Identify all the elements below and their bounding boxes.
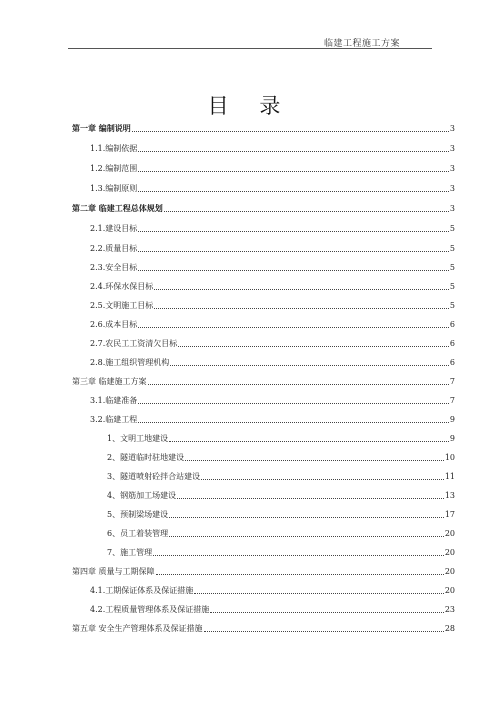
toc-entry-label: 2.2.质量目标 [90, 244, 138, 253]
toc-entry-page: 6 [449, 339, 455, 348]
toc-entry-label: 4、钢筋加工场建设 [107, 491, 177, 500]
toc-leader-dots [156, 574, 444, 575]
toc-entry-label: 2.3.安全目标 [90, 263, 138, 272]
toc-entry-label: 1.2.编制范围 [90, 164, 138, 173]
toc-entry-page: 3 [449, 164, 455, 173]
toc-leader-dots [154, 289, 449, 290]
toc-entry-section[interactable] [90, 259, 455, 273]
toc-entry-section[interactable] [90, 240, 455, 254]
toc-entry-section[interactable] [90, 392, 455, 406]
toc-entry-page: 5 [449, 244, 455, 253]
toc-entry-label: 第四章 质量与工期保障 [72, 567, 155, 576]
toc-entry-label: 2.1.建设目标 [90, 224, 138, 233]
toc-leader-dots [138, 327, 449, 328]
toc-entry-page: 20 [444, 548, 455, 557]
toc-leader-dots [169, 441, 449, 442]
toc-leader-dots [138, 251, 449, 252]
toc-entry-label: 2.4.环保水保目标 [90, 282, 154, 291]
toc-leader-dots [138, 422, 449, 423]
toc-entry-label: 1.1.编制依据 [90, 144, 138, 153]
toc-entry-section[interactable] [90, 160, 455, 174]
toc-entry-page: 7 [449, 396, 455, 405]
toc-entry-page: 20 [444, 586, 455, 595]
toc-entry-subsection[interactable] [107, 525, 455, 539]
toc-entry-page: 3 [449, 204, 455, 213]
toc-entry-page: 10 [444, 453, 455, 462]
toc-leader-dots [177, 498, 444, 499]
toc-entry-section[interactable] [90, 140, 455, 154]
toc-entry-section[interactable] [90, 316, 455, 330]
toc-entry-chapter-5[interactable] [72, 620, 455, 634]
toc-entry-subsection[interactable] [107, 487, 455, 501]
toc-entry-label: 3.2.临建工程 [90, 415, 138, 424]
toc-entry-page: 5 [449, 263, 455, 272]
toc-entry-section[interactable] [90, 582, 455, 596]
toc-leader-dots [201, 479, 444, 480]
toc-entry-section[interactable] [90, 220, 455, 234]
toc-entry-label: 6、员工着装管理 [107, 529, 169, 538]
toc-entry-label: 3、隧道喷射砼拌合站建设 [107, 472, 201, 481]
toc-entry-label: 1、文明工地建设 [107, 434, 169, 443]
toc-entry-chapter-4[interactable] [72, 563, 455, 577]
toc-entry-chapter-3[interactable] [72, 373, 455, 387]
toc-entry-section[interactable] [90, 354, 455, 368]
toc-entry-label: 3.1.临建准备 [90, 396, 138, 405]
toc-leader-dots [138, 231, 449, 232]
toc-entry-page: 7 [449, 377, 455, 386]
toc-leader-dots [194, 593, 444, 594]
toc-entry-page: 9 [449, 434, 455, 443]
toc-leader-dots [153, 555, 444, 556]
toc-entry-label: 2.6.成本目标 [90, 320, 138, 329]
toc-leader-dots [185, 460, 444, 461]
toc-entry-page: 9 [449, 415, 455, 424]
toc-entry-label: 4.2.工程质量管理体系及保证措施 [90, 605, 210, 614]
toc-entry-subsection[interactable] [107, 449, 455, 463]
toc-entry-section[interactable] [90, 297, 455, 311]
toc-leader-dots [170, 365, 449, 366]
toc-entry-label: 5、预制梁场建设 [107, 510, 169, 519]
toc-entry-page: 6 [449, 320, 455, 329]
toc-entry-label: 第一章 编制说明 [72, 123, 131, 133]
toc-entry-label: 4.1.工期保证体系及保证措施 [90, 586, 194, 595]
toc-entry-page: 13 [444, 491, 455, 500]
toc-entry-page: 5 [449, 224, 455, 233]
toc-leader-dots [138, 270, 449, 271]
toc-entry-subsection[interactable] [107, 506, 455, 520]
toc-entry-label: 7、施工管理 [107, 548, 153, 557]
toc-leader-dots [138, 403, 449, 404]
header-text: 临建工程施工方案 [323, 39, 400, 49]
toc-entry-page: 3 [449, 184, 455, 193]
toc-entry-section[interactable] [90, 335, 455, 349]
toc-leader-dots [169, 517, 444, 518]
toc-entry-label: 1.3.编制原则 [90, 184, 138, 193]
toc-leader-dots [204, 631, 444, 632]
toc-entry-chapter-1[interactable] [72, 120, 455, 134]
toc-entry-label: 2、隧道临时驻地建设 [107, 453, 185, 462]
toc-entry-page: 5 [449, 282, 455, 291]
toc-entry-page: 3 [449, 144, 455, 153]
toc-entry-page: 5 [449, 301, 455, 310]
toc-entry-page: 6 [449, 358, 455, 367]
toc-leader-dots [138, 171, 449, 172]
toc-title: 目 录 [207, 94, 293, 118]
toc-entry-label: 第二章 临建工程总体规划 [72, 203, 163, 213]
toc-entry-label: 第三章 临建施工方案 [72, 377, 147, 386]
toc-leader-dots [178, 346, 449, 347]
toc-entry-label: 第五章 安全生产管理体系及保证措施 [72, 624, 203, 633]
toc-leader-dots [154, 308, 449, 309]
toc-entry-label: 2.7.农民工工资清欠目标 [90, 339, 178, 348]
toc-entry-page: 20 [444, 567, 455, 576]
toc-leader-dots [210, 612, 444, 613]
toc-leader-dots [138, 151, 449, 152]
toc-leader-dots [169, 536, 444, 537]
toc-entry-section[interactable] [90, 411, 455, 425]
toc-entry-page: 23 [444, 605, 455, 614]
page-header [0, 0, 500, 48]
toc-entry-chapter-2[interactable] [72, 200, 455, 214]
toc-entry-section[interactable] [90, 601, 455, 615]
header-rule [68, 48, 432, 49]
toc-entry-page: 11 [444, 472, 455, 481]
toc-entry-section[interactable] [90, 180, 455, 194]
toc-entry-page: 28 [444, 624, 455, 633]
toc-leader-dots [148, 384, 449, 385]
toc-entry-section[interactable] [90, 278, 455, 292]
toc-entry-label: 2.5.文明施工目标 [90, 301, 154, 310]
toc-entry-subsection[interactable] [107, 430, 455, 444]
toc-entry-label: 2.8.施工组织管理机构 [90, 358, 170, 367]
toc-entry-subsection[interactable] [107, 544, 455, 558]
toc-leader-dots [164, 211, 449, 212]
toc-entry-page: 3 [449, 124, 455, 133]
toc-entry-page: 20 [444, 529, 455, 538]
toc-entry-subsection[interactable] [107, 468, 455, 482]
toc-leader-dots [132, 131, 449, 132]
toc-entry-page: 17 [444, 510, 455, 519]
toc-leader-dots [138, 191, 449, 192]
